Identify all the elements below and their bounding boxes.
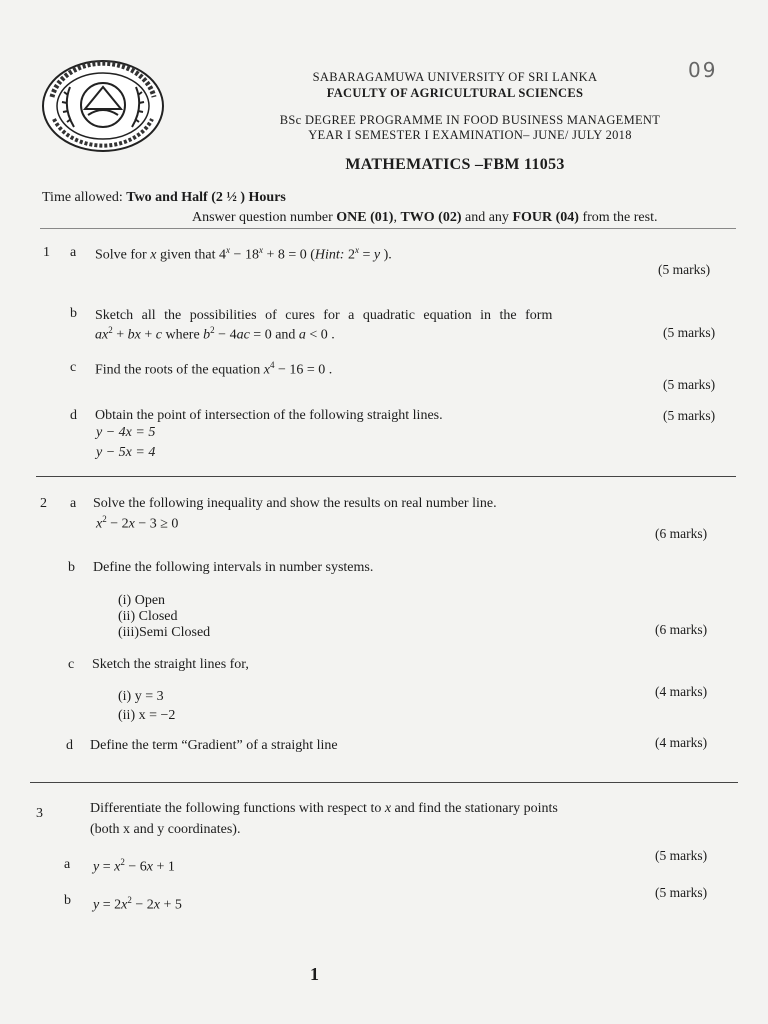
q3-text-1: Differentiate the following functions with respect to x and find the stationary points xyxy=(90,801,558,816)
q2b-text: Define the following intervals in number systems. xyxy=(93,560,374,575)
q1d-eq2: y − 5x = 4 xyxy=(96,445,156,460)
q1-divider xyxy=(36,476,736,477)
faculty-name: FACULTY OF AGRICULTURAL SCIENCES xyxy=(326,86,584,100)
q3a-formula: $y = x^2 - 6x + 1$ xyxy=(93,857,175,875)
q3a-label: a xyxy=(64,857,71,872)
q2c-marks: (4 marks) xyxy=(655,684,708,699)
q1c-text1: Find the roots of the equation xyxy=(95,362,264,378)
q3b-marks: (5 marks) xyxy=(655,885,708,900)
q2a-formula: $x^2 - 2x - 3 \ge 0$ xyxy=(96,514,179,532)
q2a-label: a xyxy=(70,496,77,511)
time-allowed xyxy=(42,190,286,206)
programme-title: BSc DEGREE PROGRAMME IN FOOD BUSINESS MANAGEMENT xyxy=(279,113,661,127)
instr-text: Answer question number xyxy=(192,210,337,225)
q2d-marks: (4 marks) xyxy=(655,735,708,750)
q2c-label: c xyxy=(68,657,75,672)
q1a-text1: Solve for xyxy=(95,247,151,263)
time-label: Time allowed: xyxy=(42,190,123,205)
exam-title: YEAR I SEMESTER I EXAMINATION– JUNE/ JULY 2018 xyxy=(308,128,632,142)
q2a-text: Solve the following inequality and show the results on real number line. xyxy=(93,496,497,511)
q3-text-2: (both x and y coordinates). xyxy=(90,822,241,837)
q1b-formula: $ax^2$ + bx + c where $b^2 - 4ac = 0$ and a < 0 . xyxy=(95,325,335,343)
q1a-text2: given that 4 xyxy=(156,247,227,263)
q1a-var: x xyxy=(150,247,157,263)
q1a-text: Solve for x given that $4^x - 18^x + 8 = 0$ (Hint: $2^x = y$ ). xyxy=(95,245,392,263)
q1c-label: c xyxy=(70,360,77,375)
instr-and: and any xyxy=(461,210,513,225)
q1d-text: Obtain the point of intersection of the following straight lines. xyxy=(95,408,443,423)
q2c-item-2: (ii) x = −2 xyxy=(118,708,176,723)
q3b-formula: $y = 2x^2 - 2x + 5$ xyxy=(93,895,182,913)
time-value: Two and Half (2 ½ ) Hours xyxy=(126,190,286,205)
q1b-marks: (5 marks) xyxy=(663,325,716,340)
instr-two: TWO (02) xyxy=(400,210,462,225)
corner-mark: 09 xyxy=(688,58,718,82)
q3a-marks: (5 marks) xyxy=(655,848,708,863)
q2a-marks: (6 marks) xyxy=(655,526,708,541)
university-logo xyxy=(40,57,166,155)
q2b-item-semi: (iii)Semi Closed xyxy=(118,625,211,640)
instr-four: FOUR (04) xyxy=(512,210,579,225)
instructions xyxy=(192,210,657,226)
q1c-text: Find the roots of the equation $x^4 - 16 = 0$ . xyxy=(95,360,333,378)
q1d-eq1: y − 4x = 5 xyxy=(96,425,156,440)
q1a-label: a xyxy=(70,245,77,260)
header-rule xyxy=(40,228,736,229)
q1-number: 1 xyxy=(43,245,50,260)
q2c-item-1: (i) y = 3 xyxy=(118,689,164,704)
q2b-item-closed: (ii) Closed xyxy=(118,609,178,624)
q1b-label: b xyxy=(70,306,77,321)
instr-sep: , xyxy=(393,210,401,225)
q3-text1a: Differentiate the following functions with respect to xyxy=(90,801,385,816)
q3b-label: b xyxy=(64,893,71,908)
q2c-text: Sketch the straight lines for, xyxy=(92,657,249,672)
q2-divider xyxy=(30,782,738,783)
q1b-text: Sketch all the possibilities of cures for a quadratic equation in the form xyxy=(95,308,553,323)
q2b-item-open: (i) Open xyxy=(118,593,166,608)
page-number: 1 xyxy=(310,964,319,984)
q1c-marks: (5 marks) xyxy=(663,377,716,392)
q2d-label: d xyxy=(66,738,73,753)
q3-text1b: and find the stationary points xyxy=(391,801,558,816)
q3-number: 3 xyxy=(36,806,43,821)
q1a-marks: (5 marks) xyxy=(658,262,711,277)
q2-number: 2 xyxy=(40,496,47,511)
q2d-text: Define the term “Gradient” of a straight line xyxy=(90,738,338,753)
q1d-marks: (5 marks) xyxy=(663,408,716,423)
instr-one: ONE (01) xyxy=(336,210,394,225)
q2b-label: b xyxy=(68,560,75,575)
instr-rest: from the rest. xyxy=(578,210,658,225)
q1d-label: d xyxy=(70,408,77,423)
subject-title: MATHEMATICS –FBM 11053 xyxy=(345,156,565,173)
university-name: SABARAGAMUWA UNIVERSITY OF SRI LANKA xyxy=(312,70,598,84)
q2b-marks: (6 marks) xyxy=(655,622,708,637)
